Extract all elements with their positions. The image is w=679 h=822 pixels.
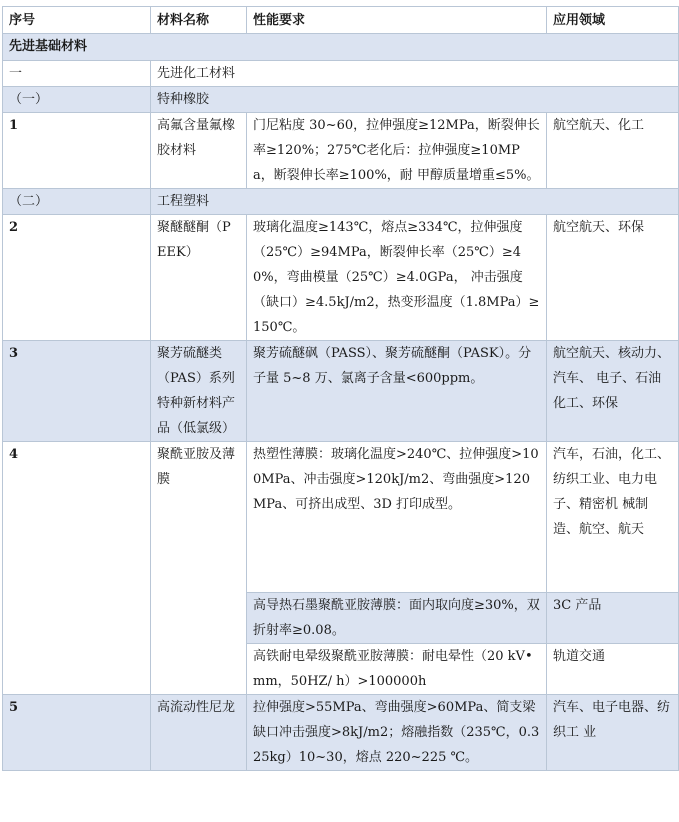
row-application: 汽车，石油，化工、纺织工业、电力电子、精密机 械制造、航空、航天 — [547, 442, 679, 593]
group-name: 先进化工材料 — [151, 61, 679, 87]
row-material: 聚芳硫醚类（PAS）系列特种新材料产品（低氯级） — [151, 341, 247, 442]
row-application: 3C 产品 — [547, 593, 679, 644]
row-application: 汽车、电子电器、纺织工 业 — [547, 695, 679, 771]
row-requirement: 热塑性薄膜：玻璃化温度>240℃、拉伸强度>100MPa、冲击强度>120kJ/m2、弯曲强度>120MPa、可挤出成型、3D 打印成型。 — [247, 442, 547, 593]
row-material: 高流动性尼龙 — [151, 695, 247, 771]
table-row — [3, 695, 679, 771]
row-requirement: 玻璃化温度≥143℃，熔点≥334℃，拉伸强度（25℃）≥94MPa，断裂伸长率（25℃）≥40%，弯曲模量（25℃）≥4.0GPa， 冲击强度（缺口）≥4.5kJ/m2，热变形温度（1.8MPa）≥150℃。 — [247, 215, 547, 341]
subgroup-name: 工程塑料 — [151, 189, 679, 215]
table-row — [3, 113, 679, 189]
subgroup-name: 特种橡胶 — [151, 87, 679, 113]
row-application: 航空航天、环保 — [547, 215, 679, 341]
header-application: 应用领域 — [547, 7, 679, 34]
table-row — [3, 341, 679, 442]
row-material: 聚酰亚胺及薄膜 — [151, 442, 247, 695]
header-material-name: 材料名称 — [151, 7, 247, 34]
row-application: 航空航天、化工 — [547, 113, 679, 189]
subgroup-num: （二） — [3, 189, 151, 215]
table-header-row — [3, 7, 679, 34]
section-row — [3, 34, 679, 61]
row-material: 聚醚醚酮（PEEK） — [151, 215, 247, 341]
row-application: 轨道交通 — [547, 644, 679, 695]
subgroup-row — [3, 189, 679, 215]
row-requirement: 拉伸强度>55MPa、弯曲强度>60MPa、简支梁缺口冲击强度>8kJ/m2；熔融指数（235℃，0.325kg）10~30，熔点 220~225 ℃。 — [247, 695, 547, 771]
group-row — [3, 61, 679, 87]
subgroup-num: （一） — [3, 87, 151, 113]
table-row — [3, 442, 679, 593]
table-row — [3, 215, 679, 341]
row-requirement: 高铁耐电晕级聚酰亚胺薄膜：耐电晕性（20 kV•mm，50HZ/ h）>100000h — [247, 644, 547, 695]
row-num: 4 — [3, 442, 151, 695]
section-title: 先进基础材料 — [3, 34, 679, 61]
row-requirement: 门尼粘度 30~60，拉伸强度≥12MPa，断裂伸长率≥120%；275℃老化后：拉伸强度≥10MPa，断裂伸长率≥100%，耐 甲醇质量增重≤5%。 — [247, 113, 547, 189]
row-material: 高氟含量氟橡胶材料 — [151, 113, 247, 189]
header-index: 序号 — [3, 7, 151, 34]
header-performance: 性能要求 — [247, 7, 547, 34]
row-requirement: 聚芳硫醚砜（PASS）、聚芳硫醚酮（PASK）。分子量 5~8 万、氯离子含量<600ppm。 — [247, 341, 547, 442]
row-num: 3 — [3, 341, 151, 442]
row-num: 1 — [3, 113, 151, 189]
subgroup-row — [3, 87, 679, 113]
row-num: 2 — [3, 215, 151, 341]
row-requirement: 高导热石墨聚酰亚胺薄膜：面内取向度≥30%，双折射率≥0.08。 — [247, 593, 547, 644]
group-num: 一 — [3, 61, 151, 87]
materials-table — [2, 6, 679, 771]
row-application: 航空航天、核动力、汽车、 电子、石油化工、环保 — [547, 341, 679, 442]
row-num: 5 — [3, 695, 151, 771]
